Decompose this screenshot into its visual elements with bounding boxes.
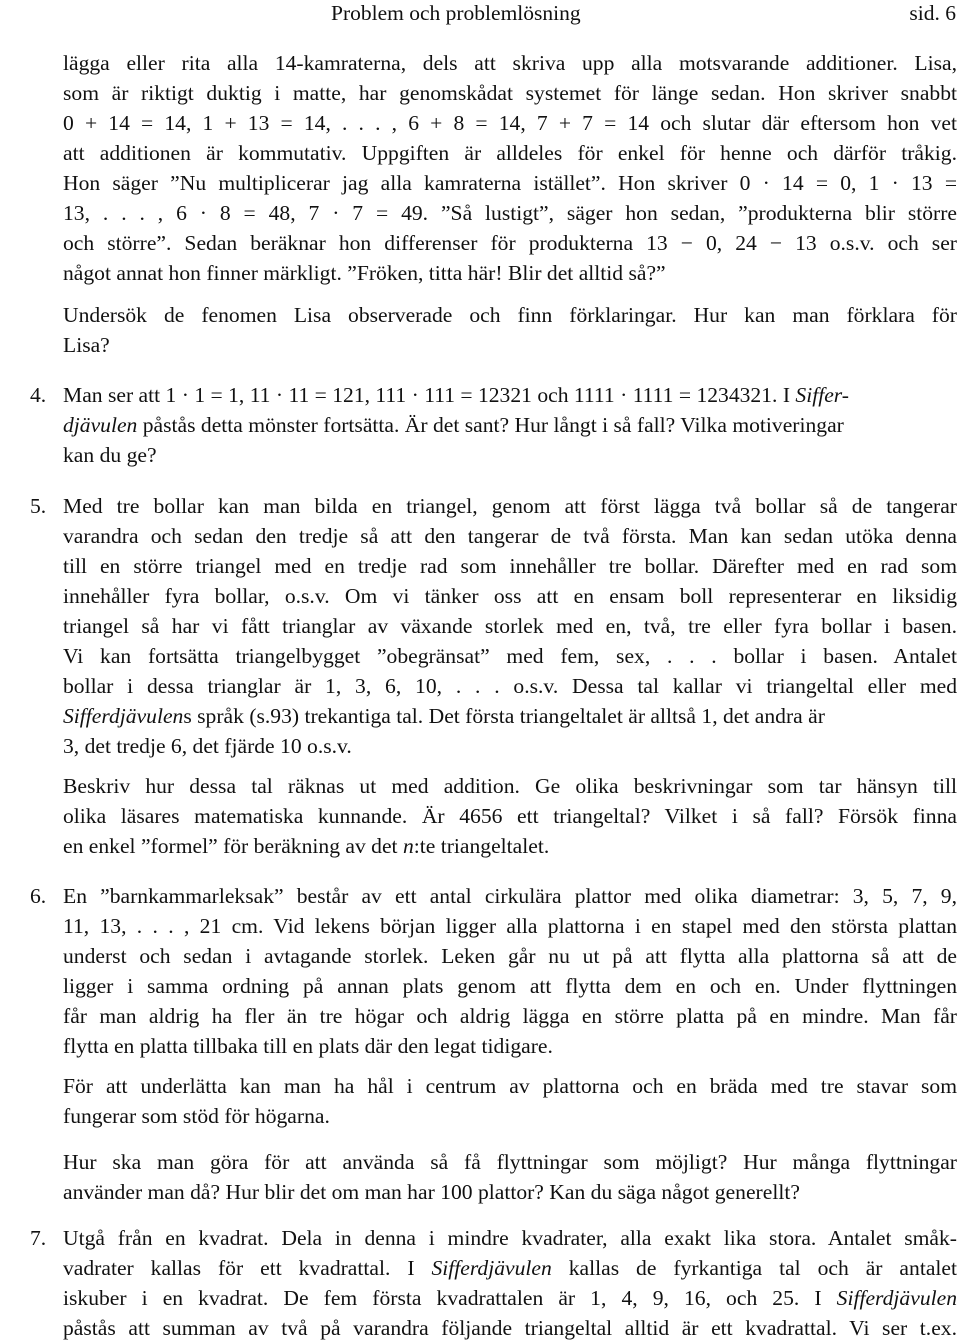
page-header bbox=[331, 0, 960, 28]
text-line: 13, . . . , 6 · 8 = 48, 7 · 7 = 49. ”Så lustigt”, säger hon sedan, ”produkterna blir större bbox=[63, 201, 957, 225]
text-line: djävulen påstås detta mönster fortsätta. Är det sant? Hur långt i så fall? Vilka motiveringar bbox=[63, 413, 844, 437]
text-line: 11, 13, . . . , 21 cm. Vid lekens början ligger alla plattorna i en stapel med den största plattan bbox=[63, 914, 957, 938]
text-line: påstås att summan av två på varandra följande triangeltal alltid är ett kvadrattal. Vi ser t.ex. bbox=[63, 1316, 957, 1340]
text-line: iskuber i en kvadrat. De fem första kvadrattalen är 1, 4, 9, 16, och 25. I Sifferdjävulen bbox=[63, 1286, 957, 1310]
text-line: och större”. Sedan beräknar hon differenser för produkterna 13 − 0, 24 − 13 o.s.v. och ser bbox=[63, 231, 957, 255]
text-line: en enkel ”formel” för beräkning av det n:te triangeltalet. bbox=[63, 834, 550, 858]
text-line: Med tre bollar kan man bilda en triangel, genom att först lägga två bollar så de tangerar bbox=[63, 494, 957, 518]
text-line: vadrater kallas för ett kvadrattal. I Sifferdjävulen kallas de fyrkantiga tal och är antalet bbox=[63, 1256, 957, 1280]
text-line: flytta en platta tillbaka till en plats där den legat tidigare. bbox=[63, 1034, 553, 1058]
text-line: 3, det tredje 6, det fjärde 10 o.s.v. bbox=[63, 734, 352, 758]
problem-number: 4. bbox=[30, 383, 47, 407]
text-line: Sifferdjävulens språk (s.93) trekantiga tal. Det första triangeltalet är alltså 1, det andra är bbox=[63, 704, 825, 728]
text-line: olika läsares matematiska kunnande. Är 4656 ett triangeltal? Vilket i så fall? Försök finna bbox=[63, 804, 957, 828]
text-line: till en större triangel med en tredje rad som innehåller tre bollar. Därefter med en rad som bbox=[63, 554, 957, 578]
text-line: Hon säger ”Nu multiplicerar jag alla kamraterna istället”. Hon skriver 0 · 14 = 0, 1 · 13 = bbox=[63, 171, 957, 195]
text-line: Vi kan fortsätta triangelbygget ”obegränsat” med fem, sex, . . . bollar i basen. Antalet bbox=[63, 644, 957, 668]
text-line: innehåller fyra bollar, o.s.v. Om vi tänker oss att en ensam boll representerar en liksidig bbox=[63, 584, 957, 608]
text-line: ligger i samma ordning på annan plats genom att flytta dem en och en. Under flyttningen bbox=[63, 974, 957, 998]
page-number: sid. 6 bbox=[909, 1, 956, 25]
text-line: varandra och sedan den tredje så att den tangerar de två första. Man kan sedan utöka denna bbox=[63, 524, 957, 548]
text-line: något annat hon finner märkligt. ”Fröken, titta här! Blir det alltid så?” bbox=[63, 261, 666, 285]
text-line: Hur ska man göra för att använda så få flyttningar som möjligt? Hur många flyttningar bbox=[63, 1150, 957, 1174]
text-line: Man ser att 1 · 1 = 1, 11 · 11 = 121, 111 · 111 = 12321 och 1111 · 1111 = 1234321. I Siffer- bbox=[63, 383, 849, 407]
text-line: att additionen är kommutativ. Uppgiften är alldeles för enkel för henne och därför tråkig. bbox=[63, 141, 957, 165]
problem-number: 7. bbox=[30, 1226, 47, 1250]
text-line: kan du ge? bbox=[63, 443, 157, 467]
text-line: 0 + 14 = 14, 1 + 13 = 14, . . . , 6 + 8 = 14, 7 + 7 = 14 och slutar där eftersom hon vet bbox=[63, 111, 957, 135]
text-line: får man aldrig ha fler än tre högar och aldrig lägga en större platta på en mindre. Man får bbox=[63, 1004, 957, 1028]
text-line: bollar i dessa trianglar är 1, 3, 6, 10, . . . o.s.v. Dessa tal kallar vi triangeltal eller med bbox=[63, 674, 957, 698]
text-line: underst och sedan i avtagande storlek. Leken går nu ut på att flytta alla plattorna så att de bbox=[63, 944, 957, 968]
text-line: använder man då? Hur blir det om man har 100 plattor? Kan du säga något generellt? bbox=[63, 1180, 800, 1204]
text-line: Utgå från en kvadrat. Dela in denna i mindre kvadrater, alla exakt lika stora. Antalet småk- bbox=[63, 1226, 957, 1250]
text-line: Beskriv hur dessa tal räknas ut med addition. Ge olika beskrivningar som tar hänsyn till bbox=[63, 774, 957, 798]
text-line: som är riktigt duktig i matte, har genomskådat systemet för länge sedan. Hon skriver snabbt bbox=[63, 81, 957, 105]
problem-number: 5. bbox=[30, 494, 47, 518]
text-line: För att underlätta kan man ha hål i centrum av plattorna och en bräda med tre stavar som bbox=[63, 1074, 957, 1098]
text-line: fungerar som stöd för högarna. bbox=[63, 1104, 330, 1128]
text-line: triangel så har vi fått trianglar av växande storlek med en, två, tre eller fyra bollar i basen. bbox=[63, 614, 957, 638]
text-line: Undersök de fenomen Lisa observerade och finn förklaringar. Hur kan man förklara för bbox=[63, 303, 957, 327]
text-line: lägga eller rita alla 14-kamraterna, dels att skriva upp alla motsvarande additioner. Lisa, bbox=[63, 51, 957, 75]
text-line: Lisa? bbox=[63, 333, 110, 357]
problem-number: 6. bbox=[30, 884, 47, 908]
text-line: En ”barnkammarleksak” består av ett antal cirkulära plattor med olika diametrar: 3, 5, 7, 9, bbox=[63, 884, 957, 908]
header-title: Problem och problemlösning bbox=[331, 1, 581, 25]
